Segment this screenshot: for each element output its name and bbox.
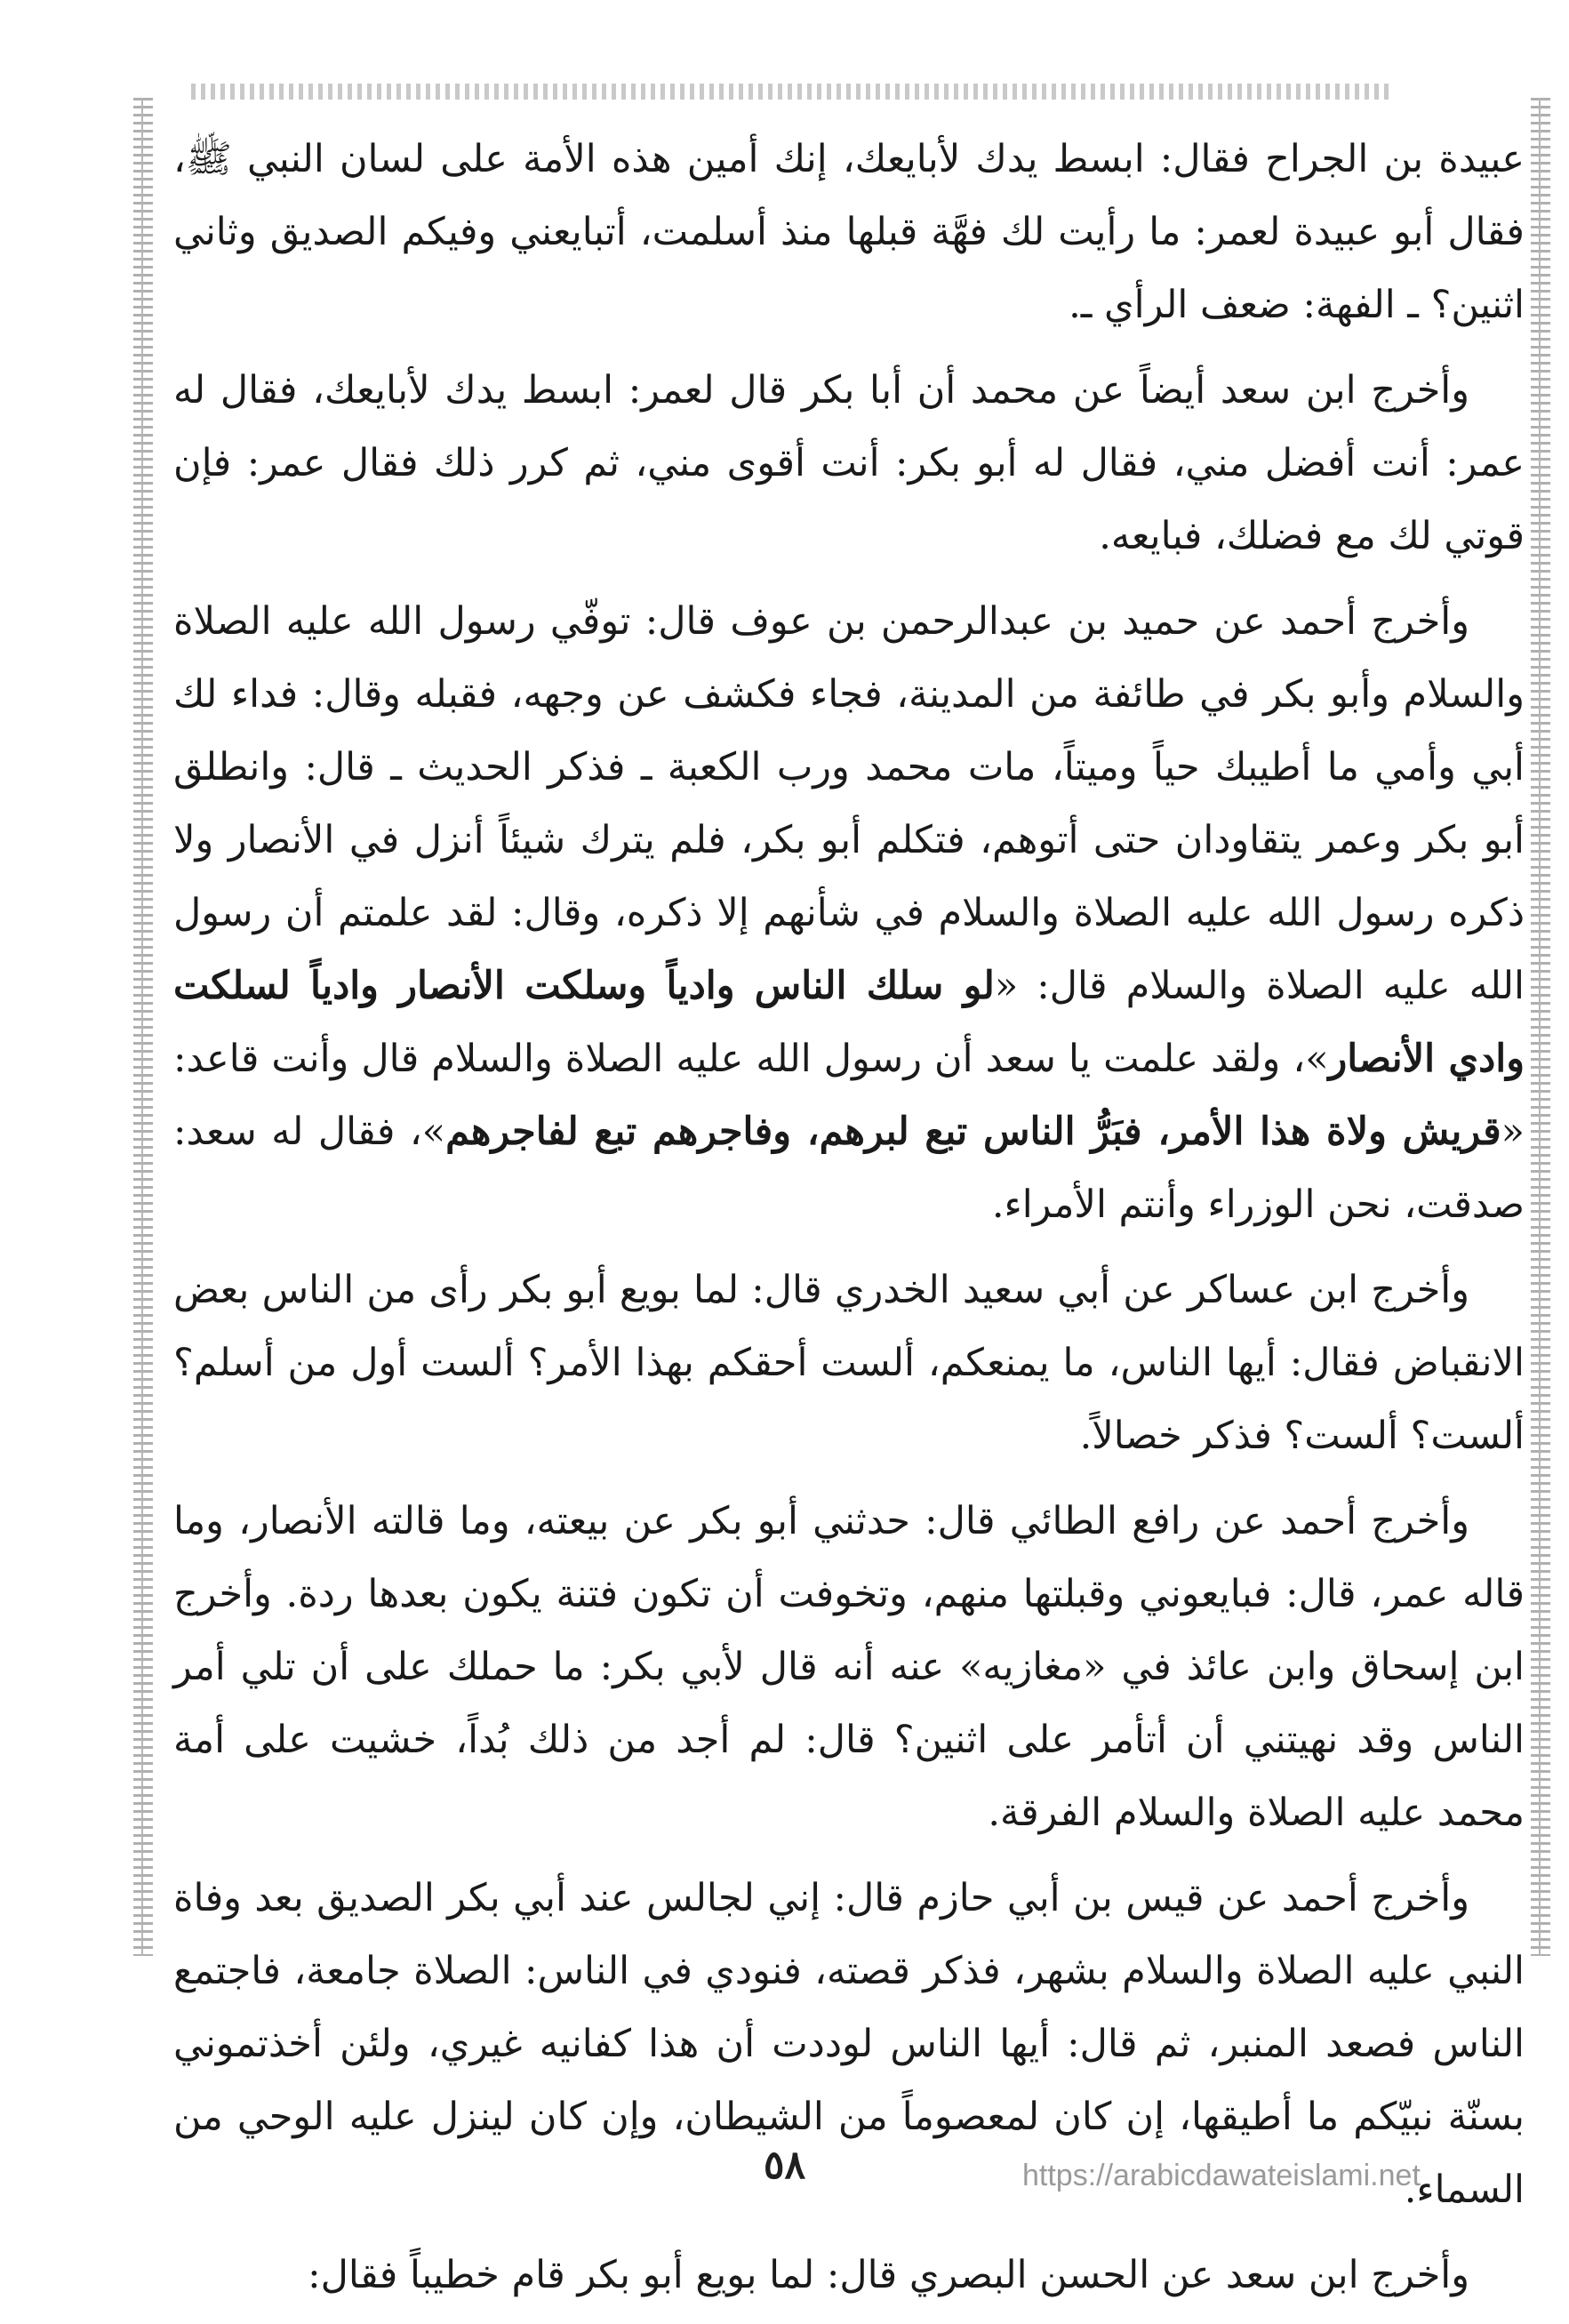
right-page-border <box>1531 98 1550 1956</box>
body-text <box>173 123 1525 2324</box>
text-paragraph <box>173 1254 1525 1472</box>
page-number: ٥٨ <box>763 2143 806 2188</box>
text-paragraph <box>173 2239 1525 2312</box>
text-run: »، فقال له سعد: صدقت، نحن الوزراء وأنتم الأمراء. <box>173 1110 1525 1227</box>
text-paragraph <box>173 1485 1525 1849</box>
text-run: وأخرج أحمد عن حميد بن عبدالرحمن بن عوف قال: توفّي رسول الله عليه الصلاة والسلام وأبو بكر في طائفة من المدينة، فجاء فكشف عن وجهه، فقبله وقال: فداء لك أبي وأمي ما أطيبك حياً وميتاً، مات محمد ورب الكعبة ـ فذكر الحديث ـ قال: وانطلق أبو بكر وعمر يتقاودان حتى أتوهم، فتكلم أبو بكر، فلم يترك شيئاً أنزل في الأنصار ولا ذكره رسول الله عليه الصلاة والسلام في شأنهم إلا ذكره، وقال: لقد علمتم أن رسول الله عليه الصلاة والسلام قال: « <box>173 599 1525 1008</box>
text-paragraph <box>173 354 1525 573</box>
text-run: عبيدة بن الجراح فقال: ابسط يدك لأبايعك، إنك أمين هذه الأمة على لسان النبي ﷺ، فقال أبو عبيدة لعمر: ما رأيت لك فهَّة قبلها منذ أسلمت، أتبايعني وفيكم الصديق وثاني اثنين؟ ـ الفهة: ضعف الرأي ـ. <box>173 137 1525 327</box>
text-paragraph <box>173 123 1525 341</box>
text-run: وأخرج ابن عساكر عن أبي سعيد الخدري قال: لما بويع أبو بكر رأى من الناس بعض الانقباض فقال: أيها الناس، ما يمنعكم، ألست أحقكم بهذا الأمر؟ ألست أول من أسلم؟ ألست؟ ألست؟ فذكر خصالاً. <box>173 1268 1525 1458</box>
text-run: وأخرج أحمد عن رافع الطائي قال: حدثني أبو بكر عن بيعته، وما قالته الأنصار، وما قاله عمر، قال: فبايعوني وقبلتها منهم، وتخوفت أن تكون فتنة يكون بعدها ردة. وأخرج ابن إسحاق وابن عائذ في «مغازيه» عنه أنه قال لأبي بكر: ما حملك على أن تلي أمر الناس وقد نهيتني أن أتأمر على اثنين؟ قال: لم أجد من ذلك بُداً، خشيت على أمة محمد عليه الصلاة والسلام الفرقة. <box>173 1499 1525 1835</box>
text-run: »، ولقد علمت يا سعد أن رسول الله عليه الصلاة والسلام قال وأنت قاعد: « <box>173 1037 1525 1154</box>
hadith-quote-bold: قريش ولاة هذا الأمر، فبَرُّ الناس تبع لبرهم، وفاجرهم تبع لفاجرهم <box>445 1110 1501 1154</box>
text-run: وأخرج أحمد عن قيس بن أبي حازم قال: إني لجالس عند أبي بكر الصديق بعد وفاة النبي عليه الصلاة والسلام بشهر، فذكر قصته، فنودي في الناس: الصلاة جامعة، فاجتمع الناس فصعد المنبر، ثم قال: أيها الناس لوددت أن هذا كفانيه غيري، ولئن أخذتموني بسنّة نبيّكم ما أطيقها، إن كان لمعصوماً من الشيطان، وإن كان لينزل عليه الوحي من السماء. <box>173 1876 1525 2212</box>
text-run: وأخرج ابن سعد عن الحسن البصري قال: لما بويع أبو بكر قام خطيباً فقال: <box>308 2253 1469 2297</box>
watermark-url: https://arabicdawateislami.net <box>1022 2159 1421 2192</box>
text-paragraph <box>173 585 1525 1241</box>
top-ornament <box>191 78 1391 105</box>
left-page-border <box>133 98 153 1956</box>
hadith-quote-bold: لو سلك الناس وادياً وسلكت الأنصار وادياً لسلكت وادي الأنصار <box>173 964 1525 1081</box>
text-run: وأخرج ابن سعد أيضاً عن محمد أن أبا بكر قال لعمر: ابسط يدك لأبايعك، فقال له عمر: أنت أفضل مني، فقال له أبو بكر: أنت أقوى مني، ثم كرر ذلك فقال عمر: فإن قوتي لك مع فضلك، فبايعه. <box>173 368 1525 558</box>
